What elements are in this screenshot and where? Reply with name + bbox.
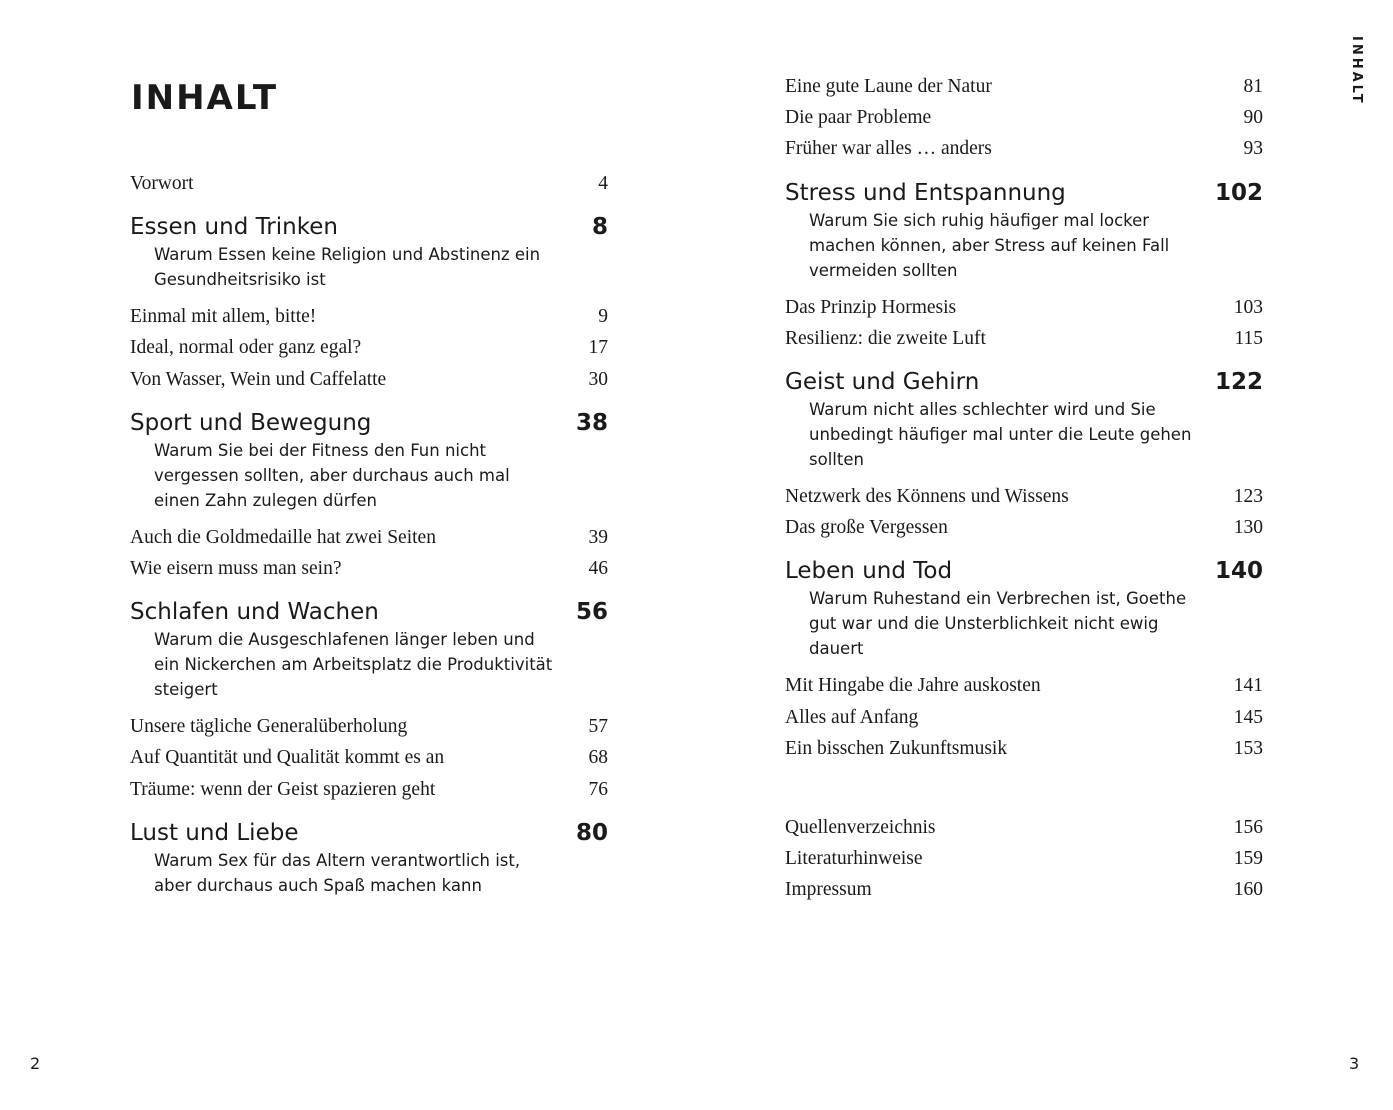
toc-entry-title: Wie eisern muss man sein? [130, 557, 342, 579]
toc-entry-page: 115 [1234, 327, 1263, 349]
toc-entry-title: Literaturhinweise [785, 848, 923, 870]
toc-entry[interactable] [130, 742, 608, 773]
toc-entry[interactable] [785, 71, 1263, 102]
section-title: Schlafen und Wachen [130, 599, 379, 626]
toc-entry[interactable] [785, 481, 1263, 512]
toc-entry-title: Quellenverzeichnis [785, 816, 936, 838]
section-page: 140 [1214, 558, 1263, 585]
toc-entry-preface[interactable] [130, 168, 608, 199]
toc-entry-title: Das Prinzip Hormesis [785, 296, 957, 318]
section-page: 8 [591, 214, 608, 241]
page-title: INHALT [131, 78, 279, 118]
section-heading[interactable] [785, 178, 1263, 208]
toc-entry-page: 81 [1243, 76, 1263, 97]
toc-section-sport [130, 408, 608, 584]
section-description: Warum die Ausgeschlafenen länger leben und ein Nickerchen am Arbeitsplatz die Produktivität steigert [154, 630, 553, 700]
toc-entry-title: Impressum [785, 879, 872, 901]
toc-entry-page: 145 [1233, 706, 1263, 728]
toc-section-schlafen [130, 597, 608, 805]
toc-entry-title: Alles auf Anfang [785, 706, 919, 728]
section-heading[interactable] [785, 556, 1263, 586]
toc-entry-title: Vorwort [130, 173, 194, 194]
section-heading[interactable] [130, 597, 608, 627]
toc-entry-title: Auf Quantität und Qualität kommt es an [130, 747, 445, 769]
toc-entry[interactable] [785, 292, 1263, 323]
section-page: 80 [575, 819, 608, 846]
left-page [0, 0, 696, 1110]
toc-entry[interactable] [130, 364, 608, 395]
toc-entry-title: Von Wasser, Wein und Caffelatte [130, 368, 387, 390]
section-title: Lust und Liebe [130, 819, 299, 846]
toc-entry-page: 156 [1233, 816, 1263, 838]
section-title: Sport und Bewegung [130, 409, 372, 436]
toc-appendix [785, 812, 1263, 906]
toc-entry[interactable] [785, 512, 1263, 543]
section-description: Warum Sie sich ruhig häufiger mal locker machen können, aber Stress auf keinen Fall vermeiden sollten [809, 210, 1170, 280]
toc-entry-title: Das große Vergessen [785, 517, 948, 539]
toc-entry-page: 76 [588, 778, 608, 800]
toc-entry-title: Unsere tägliche Generalüberholung [130, 716, 408, 738]
section-description: Warum nicht alles schlechter wird und Sie unbedingt häufiger mal unter die Leute gehen sollten [809, 399, 1192, 469]
toc-right-column [785, 71, 1263, 905]
page-number-left: 2 [30, 1054, 41, 1073]
section-title: Leben und Tod [785, 558, 953, 585]
toc-entry-title: Auch die Goldmedaille hat zwei Seiten [130, 526, 436, 548]
toc-entry-title: Früher war alles … anders [785, 138, 992, 160]
toc-entry[interactable] [785, 102, 1263, 133]
section-description: Warum Sex für das Altern verantwortlich ist, aber durchaus auch Spaß machen kann [154, 850, 521, 895]
toc-entry-page: 46 [588, 557, 608, 579]
toc-entry-page: 93 [1243, 138, 1263, 160]
section-title: Stress und Entspannung [785, 179, 1066, 206]
toc-entry[interactable] [130, 774, 608, 805]
toc-entry-page: 123 [1233, 485, 1263, 507]
section-title: Essen und Trinken [130, 214, 338, 241]
toc-entry-title: Ein bisschen Zukunftsmusik [785, 737, 1008, 759]
toc-entry[interactable] [130, 301, 608, 332]
toc-section-leben [785, 556, 1263, 764]
toc-entry[interactable] [785, 323, 1263, 354]
toc-entry-title: Eine gute Laune der Natur [785, 76, 992, 97]
toc-entry-page: 159 [1233, 848, 1263, 870]
section-page: 56 [575, 599, 608, 626]
toc-entry-page: 39 [588, 526, 608, 548]
toc-continued-entries [785, 71, 1263, 165]
toc-entry[interactable] [130, 711, 608, 742]
toc-entry[interactable] [130, 522, 608, 553]
toc-entry-page: 103 [1233, 296, 1263, 318]
toc-entry-page: 68 [588, 747, 608, 769]
section-description: Warum Ruhestand ein Verbrechen ist, Goethe gut war und die Unsterblichkeit nicht ewig dauert [809, 589, 1187, 659]
toc-entry-page: 90 [1243, 107, 1263, 129]
spacer [785, 764, 1263, 812]
section-heading[interactable] [130, 212, 608, 242]
section-page: 102 [1214, 179, 1263, 206]
toc-entry-title: Einmal mit allem, bitte! [130, 306, 317, 328]
toc-entry-page: 153 [1233, 737, 1263, 759]
toc-entry-title: Ideal, normal oder ganz egal? [130, 337, 362, 359]
section-description: Warum Essen keine Religion und Abstinenz ein Gesundheitsrisiko ist [154, 245, 541, 290]
toc-left-column [130, 168, 608, 907]
toc-entry-page: 130 [1233, 517, 1263, 539]
section-heading[interactable] [785, 367, 1263, 397]
toc-section-lust [130, 818, 608, 898]
toc-entry[interactable] [785, 874, 1263, 905]
toc-entry-page: 4 [598, 173, 608, 194]
toc-section-essen [130, 212, 608, 395]
toc-entry-page: 160 [1233, 879, 1263, 901]
toc-entry[interactable] [785, 843, 1263, 874]
toc-entry[interactable] [785, 133, 1263, 164]
section-description: Warum Sie bei der Fitness den Fun nicht vergessen sollten, aber durchaus auch mal einen Zahn zulegen dürfen [154, 440, 510, 510]
toc-entry[interactable] [785, 733, 1263, 764]
section-page: 38 [575, 409, 608, 436]
toc-entry-page: 30 [588, 368, 608, 390]
toc-entry[interactable] [785, 702, 1263, 733]
toc-entry[interactable] [130, 332, 608, 363]
toc-entry-page: 17 [588, 337, 608, 359]
right-page [697, 0, 1393, 1110]
toc-entry[interactable] [785, 670, 1263, 701]
toc-entry-title: Träume: wenn der Geist spazieren geht [130, 778, 436, 800]
toc-entry[interactable] [785, 812, 1263, 843]
running-head-label: INHALT [1349, 36, 1364, 106]
section-page: 122 [1214, 368, 1263, 395]
section-heading[interactable] [130, 818, 608, 848]
toc-section-geist [785, 367, 1263, 543]
toc-entry-title: Die paar Probleme [785, 107, 932, 129]
page-number-right: 3 [1349, 1054, 1360, 1073]
toc-entry-page: 57 [588, 716, 608, 738]
toc-entry-page: 9 [598, 306, 608, 328]
toc-entry-page: 141 [1233, 675, 1263, 697]
toc-entry-title: Netzwerk des Könnens und Wissens [785, 485, 1069, 507]
toc-entry-title: Resilienz: die zweite Luft [785, 327, 986, 349]
toc-entry[interactable] [130, 553, 608, 584]
section-heading[interactable] [130, 408, 608, 438]
toc-section-stress [785, 178, 1263, 354]
section-title: Geist und Gehirn [785, 368, 980, 395]
toc-entry-title: Mit Hingabe die Jahre auskosten [785, 675, 1041, 697]
